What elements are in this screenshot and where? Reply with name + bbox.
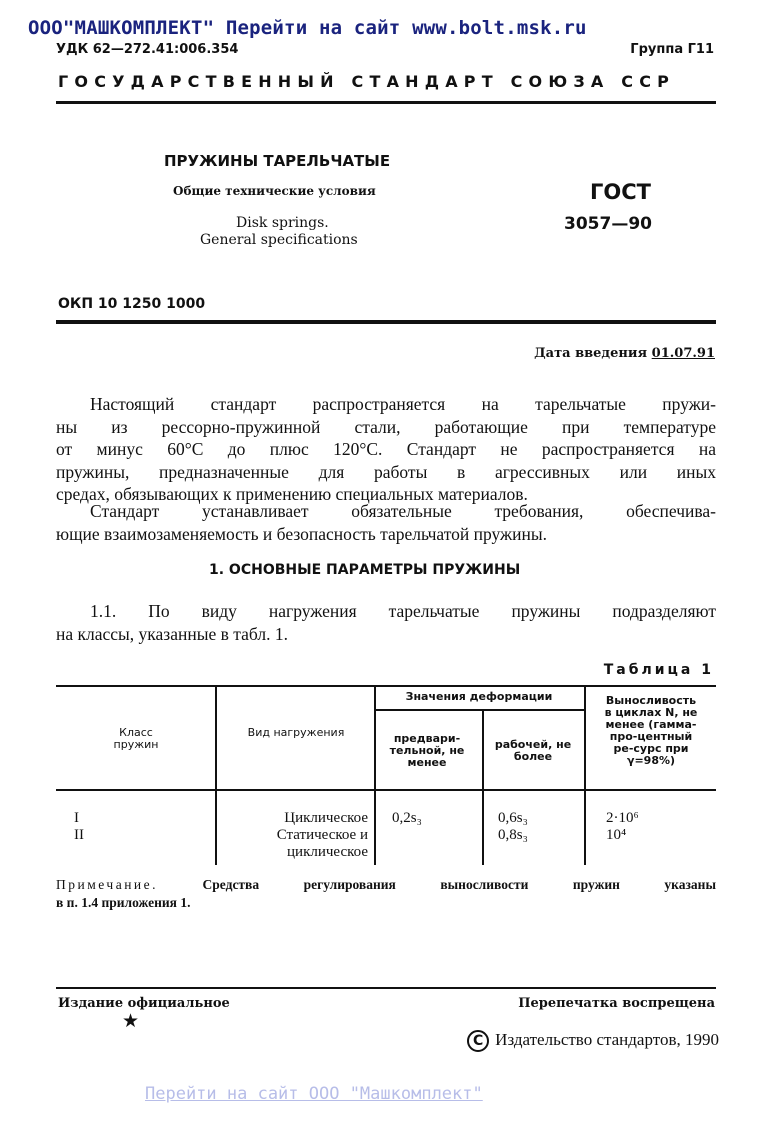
note-text: Средства регулирования выносливости пружин указаны bbox=[158, 877, 716, 892]
table-rule-top bbox=[56, 685, 716, 687]
top-banner-link[interactable] bbox=[28, 17, 587, 39]
row-load: Статическое и циклическое bbox=[276, 827, 368, 860]
note-line bbox=[56, 876, 716, 894]
text-line: Стандарт устанавливает обязательные требования, обеспечива- bbox=[90, 501, 716, 521]
text-line: средах, обязывающих к применению специальных материалов. bbox=[56, 484, 528, 505]
table-vline bbox=[482, 709, 484, 865]
reprint-prohibited: Перепечатка воспрещена bbox=[518, 996, 715, 1011]
gost-label: ГОСТ bbox=[590, 180, 651, 204]
gost-number: 3057—90 bbox=[564, 214, 652, 234]
section-paragraph bbox=[56, 600, 716, 645]
text-line: ны из рессорно-пружинной стали, работающие при температуре bbox=[56, 416, 716, 437]
row-class: II bbox=[74, 827, 84, 843]
top-rule bbox=[56, 101, 716, 104]
header-deformation: Значения деформации bbox=[405, 690, 553, 703]
row-endurance: 10⁴ bbox=[606, 827, 627, 843]
row-working: 0,8s₃ bbox=[498, 827, 528, 843]
udk-code: УДК 62—272.41:006.354 bbox=[56, 42, 239, 57]
header-load: Вид нагружения bbox=[247, 726, 345, 739]
header-class: Класс пружин bbox=[113, 726, 159, 751]
row-endurance: 2·10⁶ bbox=[606, 810, 639, 826]
header-endurance: Выносливость в циклах N, не менее (гамма-про-центный ре-сурс при γ=98%) bbox=[604, 694, 698, 767]
official-edition: Издание официальное bbox=[58, 996, 230, 1011]
row-class: I bbox=[74, 810, 79, 826]
doc-title-en-1: Disk springs. bbox=[236, 215, 329, 231]
spring-classes-table bbox=[56, 685, 716, 865]
table-rule-header bbox=[56, 789, 716, 791]
table-note bbox=[56, 876, 716, 912]
banner-link-text[interactable]: ООО"МАШКОМПЛЕКТ" Перейти на сайт www.bolt.msk.ru bbox=[28, 17, 587, 39]
intro-paragraph-2 bbox=[56, 500, 716, 545]
date-value: 01.07.91 bbox=[651, 346, 715, 361]
table-rule-sub bbox=[374, 709, 584, 711]
row-preliminary: 0,2s₃ bbox=[392, 810, 422, 826]
group-code: Группа Г11 bbox=[630, 42, 714, 57]
doc-title-en-2: General specifications bbox=[200, 232, 358, 248]
bottom-rule bbox=[56, 987, 716, 989]
header-preliminary: предвари-тельной, не менее bbox=[389, 732, 465, 769]
text-line: на классы, указанные в табл. 1. bbox=[56, 623, 288, 644]
date-label: Дата введения bbox=[534, 346, 648, 361]
text-line: пружины, предназначенные для работы в агрессивных или иных bbox=[56, 461, 716, 482]
introduction-date bbox=[534, 346, 715, 361]
copyright bbox=[467, 1030, 719, 1052]
middle-rule bbox=[56, 320, 716, 324]
doc-title: ПРУЖИНЫ ТАРЕЛЬЧАТЫЕ bbox=[164, 152, 391, 170]
doc-subtitle: Общие технические условия bbox=[173, 184, 376, 198]
table-vline bbox=[584, 685, 586, 865]
text-line: Настоящий стандарт распространяется на тарельчатые пружи- bbox=[90, 394, 716, 414]
bottom-site-link[interactable]: Перейти на сайт ООО "Машкомплект" bbox=[145, 1084, 483, 1104]
header-working: рабочей, не более bbox=[494, 738, 572, 763]
table-caption: Таблица 1 bbox=[603, 662, 714, 678]
table-vline bbox=[215, 685, 217, 865]
note-line: в п. 1.4 приложения 1. bbox=[56, 895, 191, 910]
section-heading: 1. ОСНОВНЫЕ ПАРАМЕТРЫ ПРУЖИНЫ bbox=[209, 562, 521, 578]
text-line: 1.1. По виду нагружения тарельчатые пружины подразделяют bbox=[90, 601, 716, 621]
row-load: Циклическое bbox=[284, 810, 368, 826]
text-line: ющие взаимозаменяемость и безопасность тарельчатой пружины. bbox=[56, 523, 548, 544]
table-vline bbox=[374, 685, 376, 865]
text-line: от минус 60°С до плюс 120°С. Стандарт не распространяется на bbox=[56, 439, 716, 460]
intro-paragraph-1 bbox=[56, 393, 716, 506]
okp-code: ОКП 10 1250 1000 bbox=[58, 296, 206, 312]
star-icon: ★ bbox=[122, 1010, 140, 1032]
copyright-text: Издательство стандартов, 1990 bbox=[495, 1030, 719, 1049]
note-label: Примечание. bbox=[56, 877, 159, 892]
copyright-icon: C bbox=[467, 1030, 489, 1052]
row-working: 0,6s₃ bbox=[498, 810, 528, 826]
standard-org: ГОСУДАРСТВЕННЫЙ СТАНДАРТ СОЮЗА ССР bbox=[58, 72, 676, 91]
